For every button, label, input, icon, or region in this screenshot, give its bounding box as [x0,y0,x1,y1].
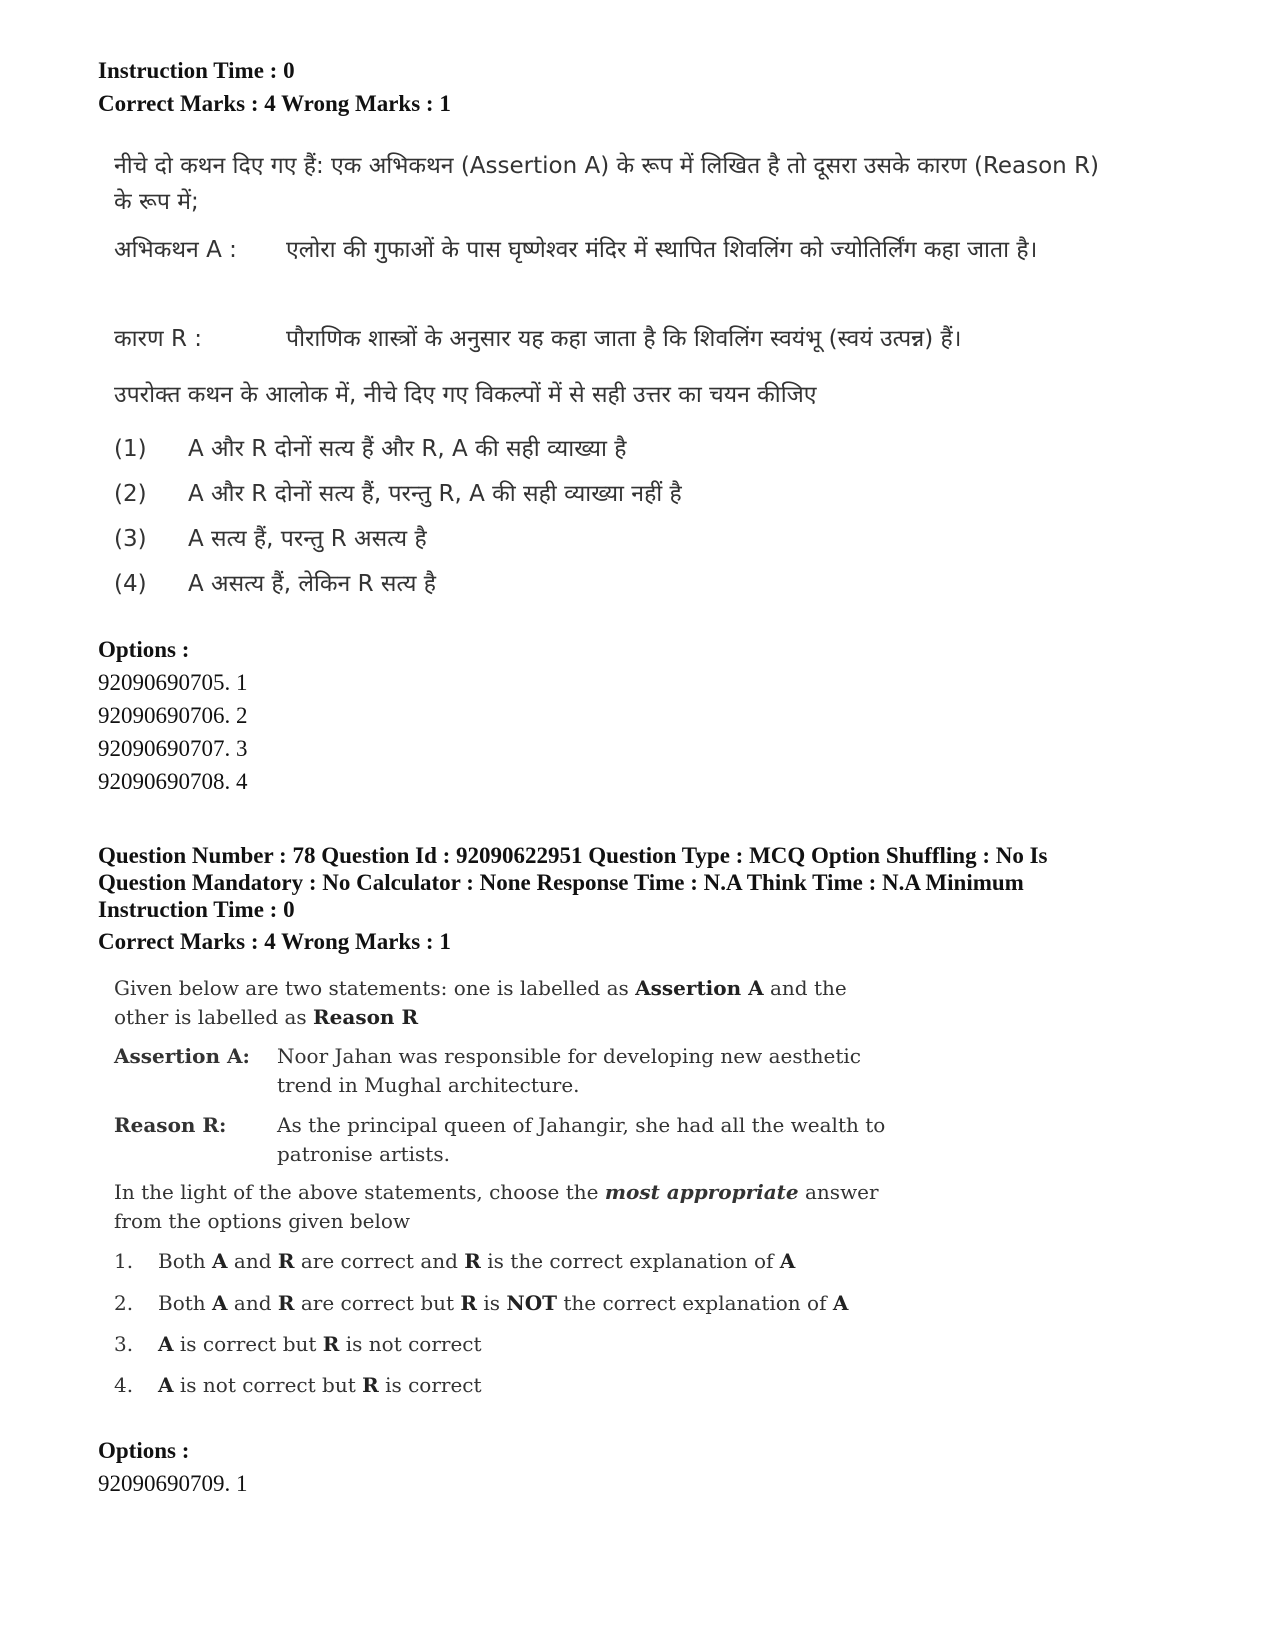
choice-text: Both A and R are correct and R is the correct explanation of A [158,1249,796,1273]
question-intro-hindi: नीचे दो कथन दिए गए हैं: एक अभिकथन (Assertion A) के रूप में लिखित है तो दूसरा उसके कारण (Reason R) के रूप में; [114,153,1100,215]
choice-text: A और R दोनों सत्य हैं और R, A की सही व्याख्या है [188,436,627,462]
option-id-line: 92090690709. 1 [98,1471,248,1496]
choice-text: A is correct but R is not correct [158,1332,482,1356]
choice-number: 2. [114,1291,134,1315]
option-id-line: 92090690707. 3 [98,736,248,761]
question-meta-line: Question Number : 78 Question Id : 92090622951 Question Type : MCQ Option Shuffling : No Is [98,843,1048,868]
choice-text: A असत्य हैं, लेकिन R सत्य है [188,571,436,597]
choice-number: 4. [114,1373,134,1397]
choice-text: A और R दोनों सत्य हैं, परन्तु R, A की सही व्याख्या नहीं है [188,481,682,507]
choice-text: A is not correct but R is correct [158,1373,482,1397]
instruction-time: Instruction Time : 0 [98,58,295,83]
option-id-line: 92090690708. 4 [98,769,248,794]
assertion-label: Assertion A: [114,1044,250,1068]
question-intro-english: Given below are two statements: one is labelled as Assertion A and the other is labelled as Reason R [114,976,847,1029]
reason-label: Reason R: [114,1113,227,1137]
choice-number: (3) [114,526,147,552]
assertion-text: Noor Jahan was responsible for developing new aesthetic trend in Mughal architecture. [277,1044,862,1097]
question-meta-line: Question Mandatory : No Calculator : None Response Time : N.A Think Time : N.A Minimum [98,870,1024,895]
marks-line: Correct Marks : 4 Wrong Marks : 1 [98,929,451,954]
choice-number: 1. [114,1249,134,1273]
choice-number: (1) [114,436,147,462]
prompt-hindi: उपरोक्त कथन के आलोक में, नीचे दिए गए विकल्पों में से सही उत्तर का चयन कीजिए [114,382,817,408]
option-id-line: 92090690705. 1 [98,670,248,695]
options-heading: Options : [98,637,190,662]
reason-text: As the principal queen of Jahangir, she had all the wealth to patronise artists. [277,1113,886,1166]
choice-number: 3. [114,1332,134,1356]
reason-text: पौराणिक शास्त्रों के अनुसार यह कहा जाता है कि शिवलिंग स्वयंभू (स्वयं उत्पन्न) हैं। [286,326,962,352]
choice-number: (4) [114,571,147,597]
option-id-line: 92090690706. 2 [98,703,248,728]
assertion-label: अभिकथन A : [114,237,237,263]
reason-label: कारण R : [114,326,203,352]
prompt-english: In the light of the above statements, choose the most appropriate answer from the options given below [114,1180,879,1233]
assertion-text: एलोरा की गुफाओं के पास घृष्णेश्वर मंदिर में स्थापित शिवलिंग को ज्योतिर्लिंग कहा जाता है। [286,237,1038,263]
question-meta-line: Instruction Time : 0 [98,897,295,922]
options-heading: Options : [98,1438,190,1463]
choice-text: Both A and R are correct but R is NOT the correct explanation of A [158,1291,849,1315]
marks-line: Correct Marks : 4 Wrong Marks : 1 [98,91,451,116]
choice-number: (2) [114,481,147,507]
choice-text: A सत्य हैं, परन्तु R असत्य है [188,526,427,552]
